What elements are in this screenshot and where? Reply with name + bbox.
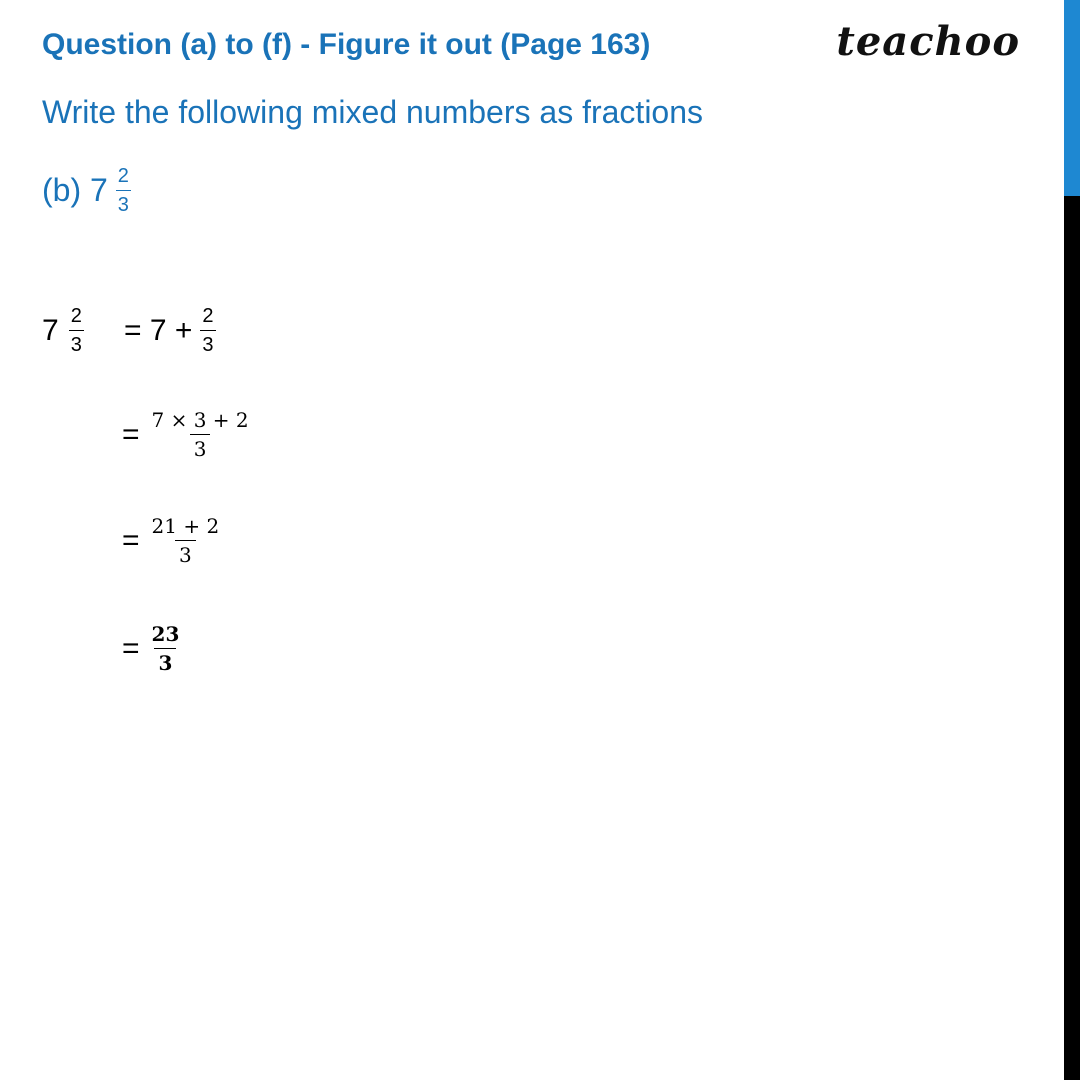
step2-equals: = <box>122 417 140 451</box>
final-answer-denominator: 3 <box>154 648 176 673</box>
question-label: (b) 7 <box>42 172 108 208</box>
question-part-b <box>42 166 131 215</box>
step3-equals: = <box>122 523 140 557</box>
step3-denominator: 3 <box>175 540 196 565</box>
step4-equals: = <box>122 631 140 665</box>
teachoo-logo: teachoo <box>836 18 1020 65</box>
step3-numerator: 21 + 2 <box>151 514 220 538</box>
solution-step-2 <box>122 410 253 459</box>
final-answer-fraction <box>148 624 184 673</box>
question-fraction-numerator: 2 <box>117 165 129 187</box>
question-instruction: Write the following mixed numbers as fractions <box>42 94 704 130</box>
step1-denominator: 3 <box>200 330 215 355</box>
sidebar-accent-bar <box>1064 0 1080 196</box>
solution-step-3 <box>122 516 223 565</box>
step1-prefix: = 7 + <box>124 313 193 347</box>
question-fraction <box>116 166 131 215</box>
lhs-numerator: 2 <box>70 305 82 327</box>
solution-step-1 <box>124 306 216 355</box>
lhs-denominator: 3 <box>69 330 84 355</box>
solution-lhs <box>42 306 84 355</box>
step2-denominator: 3 <box>190 434 211 459</box>
lhs-fraction <box>69 306 84 355</box>
step2-fraction <box>148 410 253 459</box>
step3-fraction <box>148 516 224 565</box>
lhs-whole: 7 <box>42 313 59 347</box>
step1-numerator: 2 <box>202 305 214 327</box>
solution-step-4 <box>122 624 183 673</box>
final-answer-numerator: 23 <box>151 622 180 646</box>
question-fraction-denominator: 3 <box>116 190 131 215</box>
step2-numerator: 7 × 3 + 2 <box>151 408 249 432</box>
step1-fraction <box>200 306 215 355</box>
page-title: Question (a) to (f) - Figure it out (Page 163) <box>42 28 651 61</box>
